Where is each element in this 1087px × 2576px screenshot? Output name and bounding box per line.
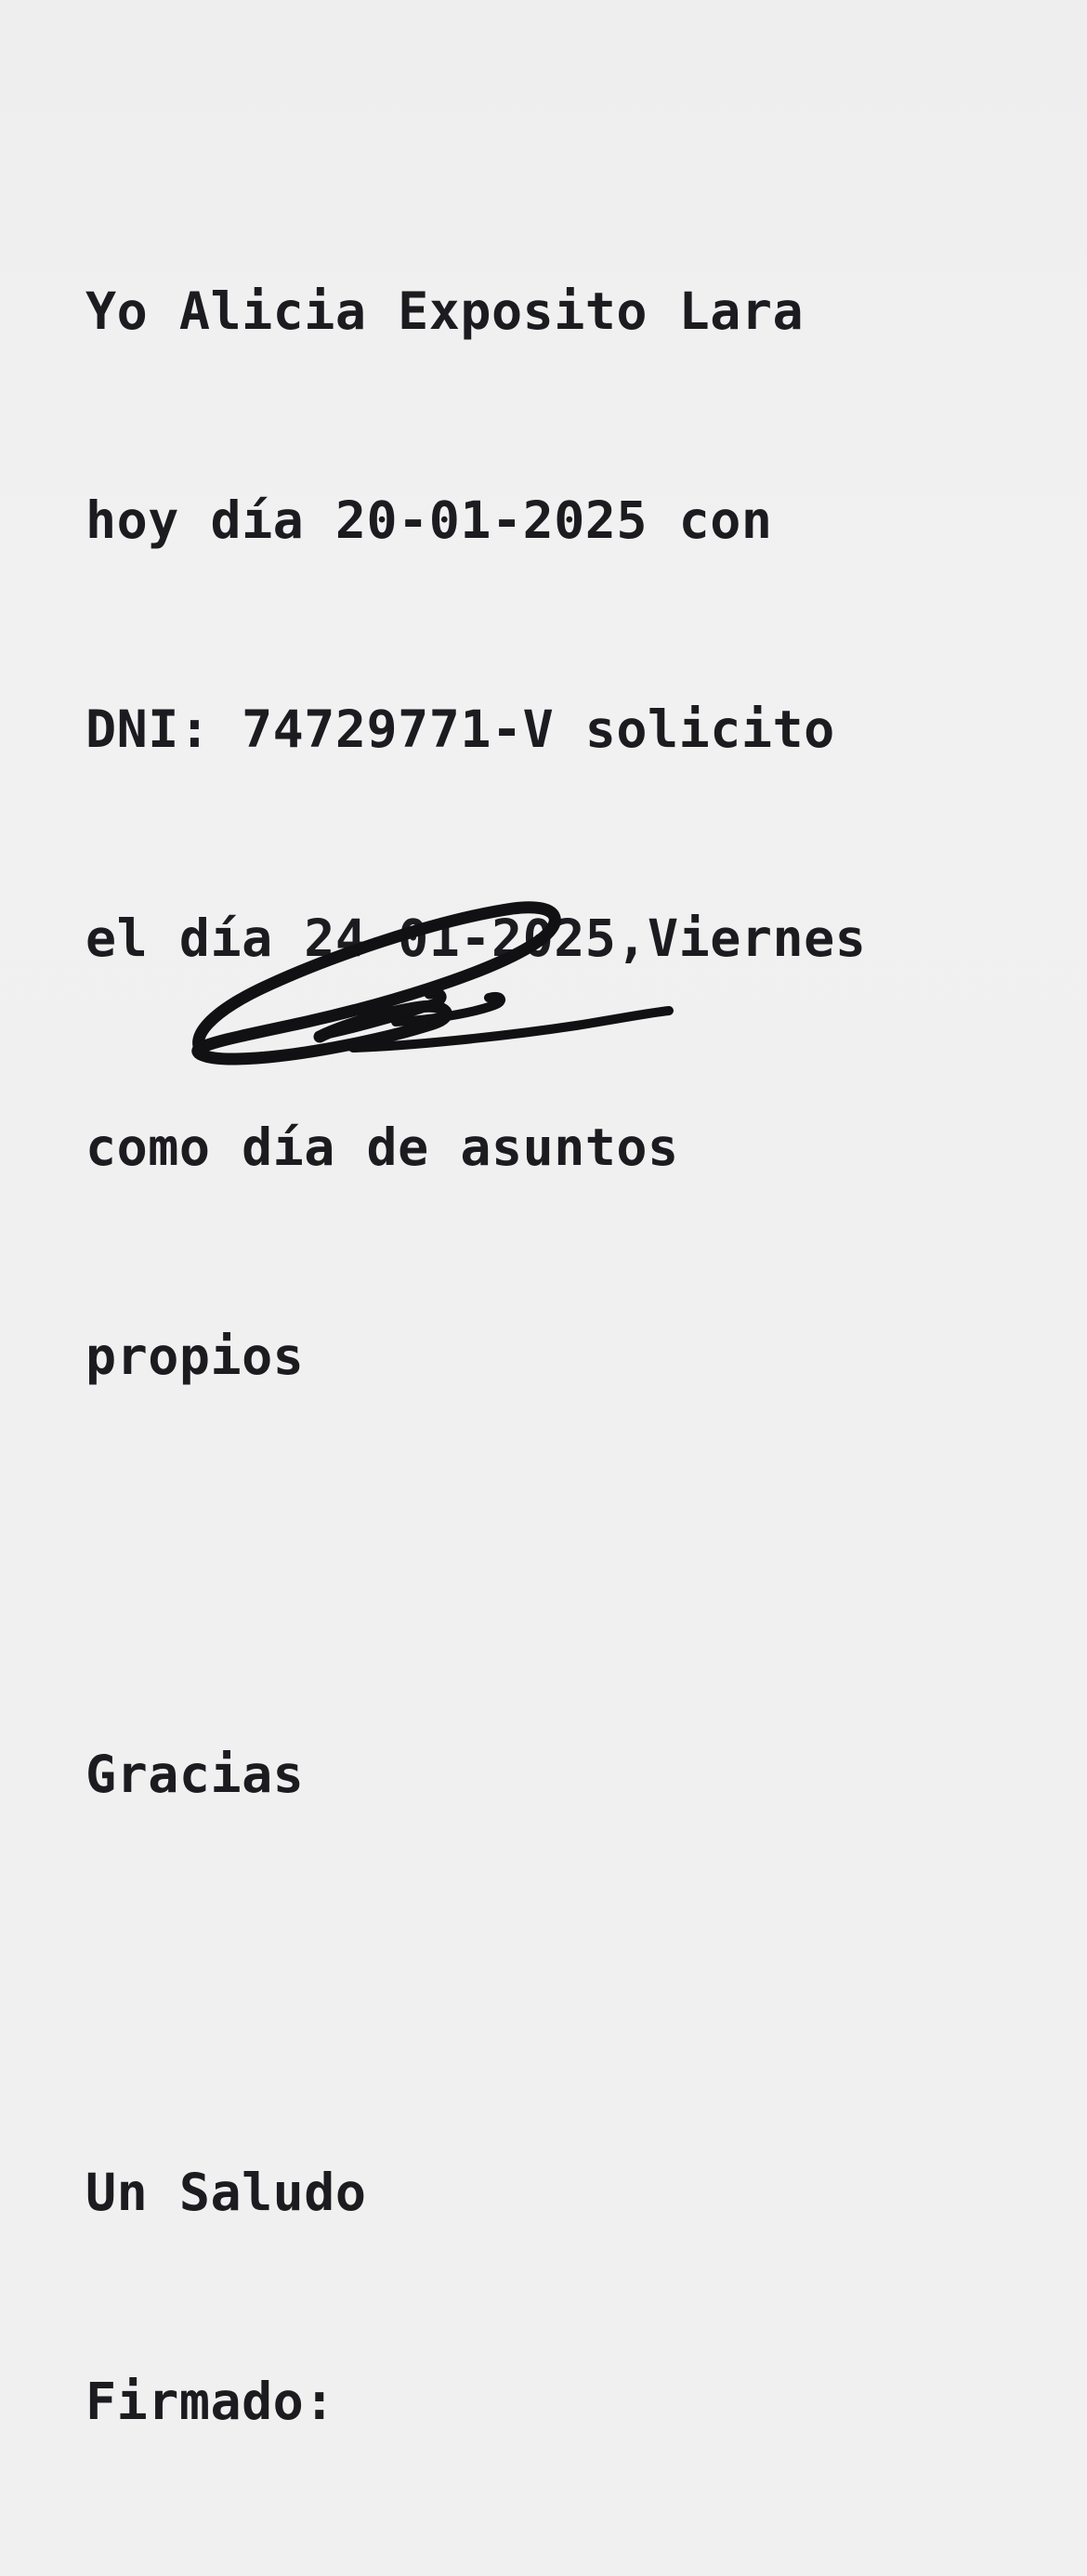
- request-line-2: hoy día 20-01-2025 con: [85, 490, 773, 550]
- request-line-1: Yo Alicia Exposito Lara: [85, 281, 805, 341]
- request-line-5: como día de asuntos: [85, 1118, 679, 1177]
- signature-label: Firmado:: [85, 2372, 335, 2431]
- paragraph-spacer-2: [85, 1949, 1024, 2019]
- request-line-3: DNI: 74729771-V solicito: [85, 700, 835, 759]
- closing-paragraph: [85, 2019, 1024, 2576]
- thanks-paragraph: [85, 1601, 1024, 1949]
- request-paragraph: [85, 137, 1024, 1531]
- request-line-4: el día 24-01-2025,Viernes: [85, 909, 867, 968]
- closing-line-1: Un Saludo: [85, 2163, 367, 2222]
- signature-area: [167, 892, 725, 1096]
- paragraph-spacer-1: [85, 1531, 1024, 1601]
- handwritten-signature-icon: [167, 892, 725, 1096]
- document-body: [85, 137, 1024, 2576]
- request-line-6: propios: [85, 1327, 305, 1386]
- thanks-line-1: Gracias: [85, 1745, 305, 1804]
